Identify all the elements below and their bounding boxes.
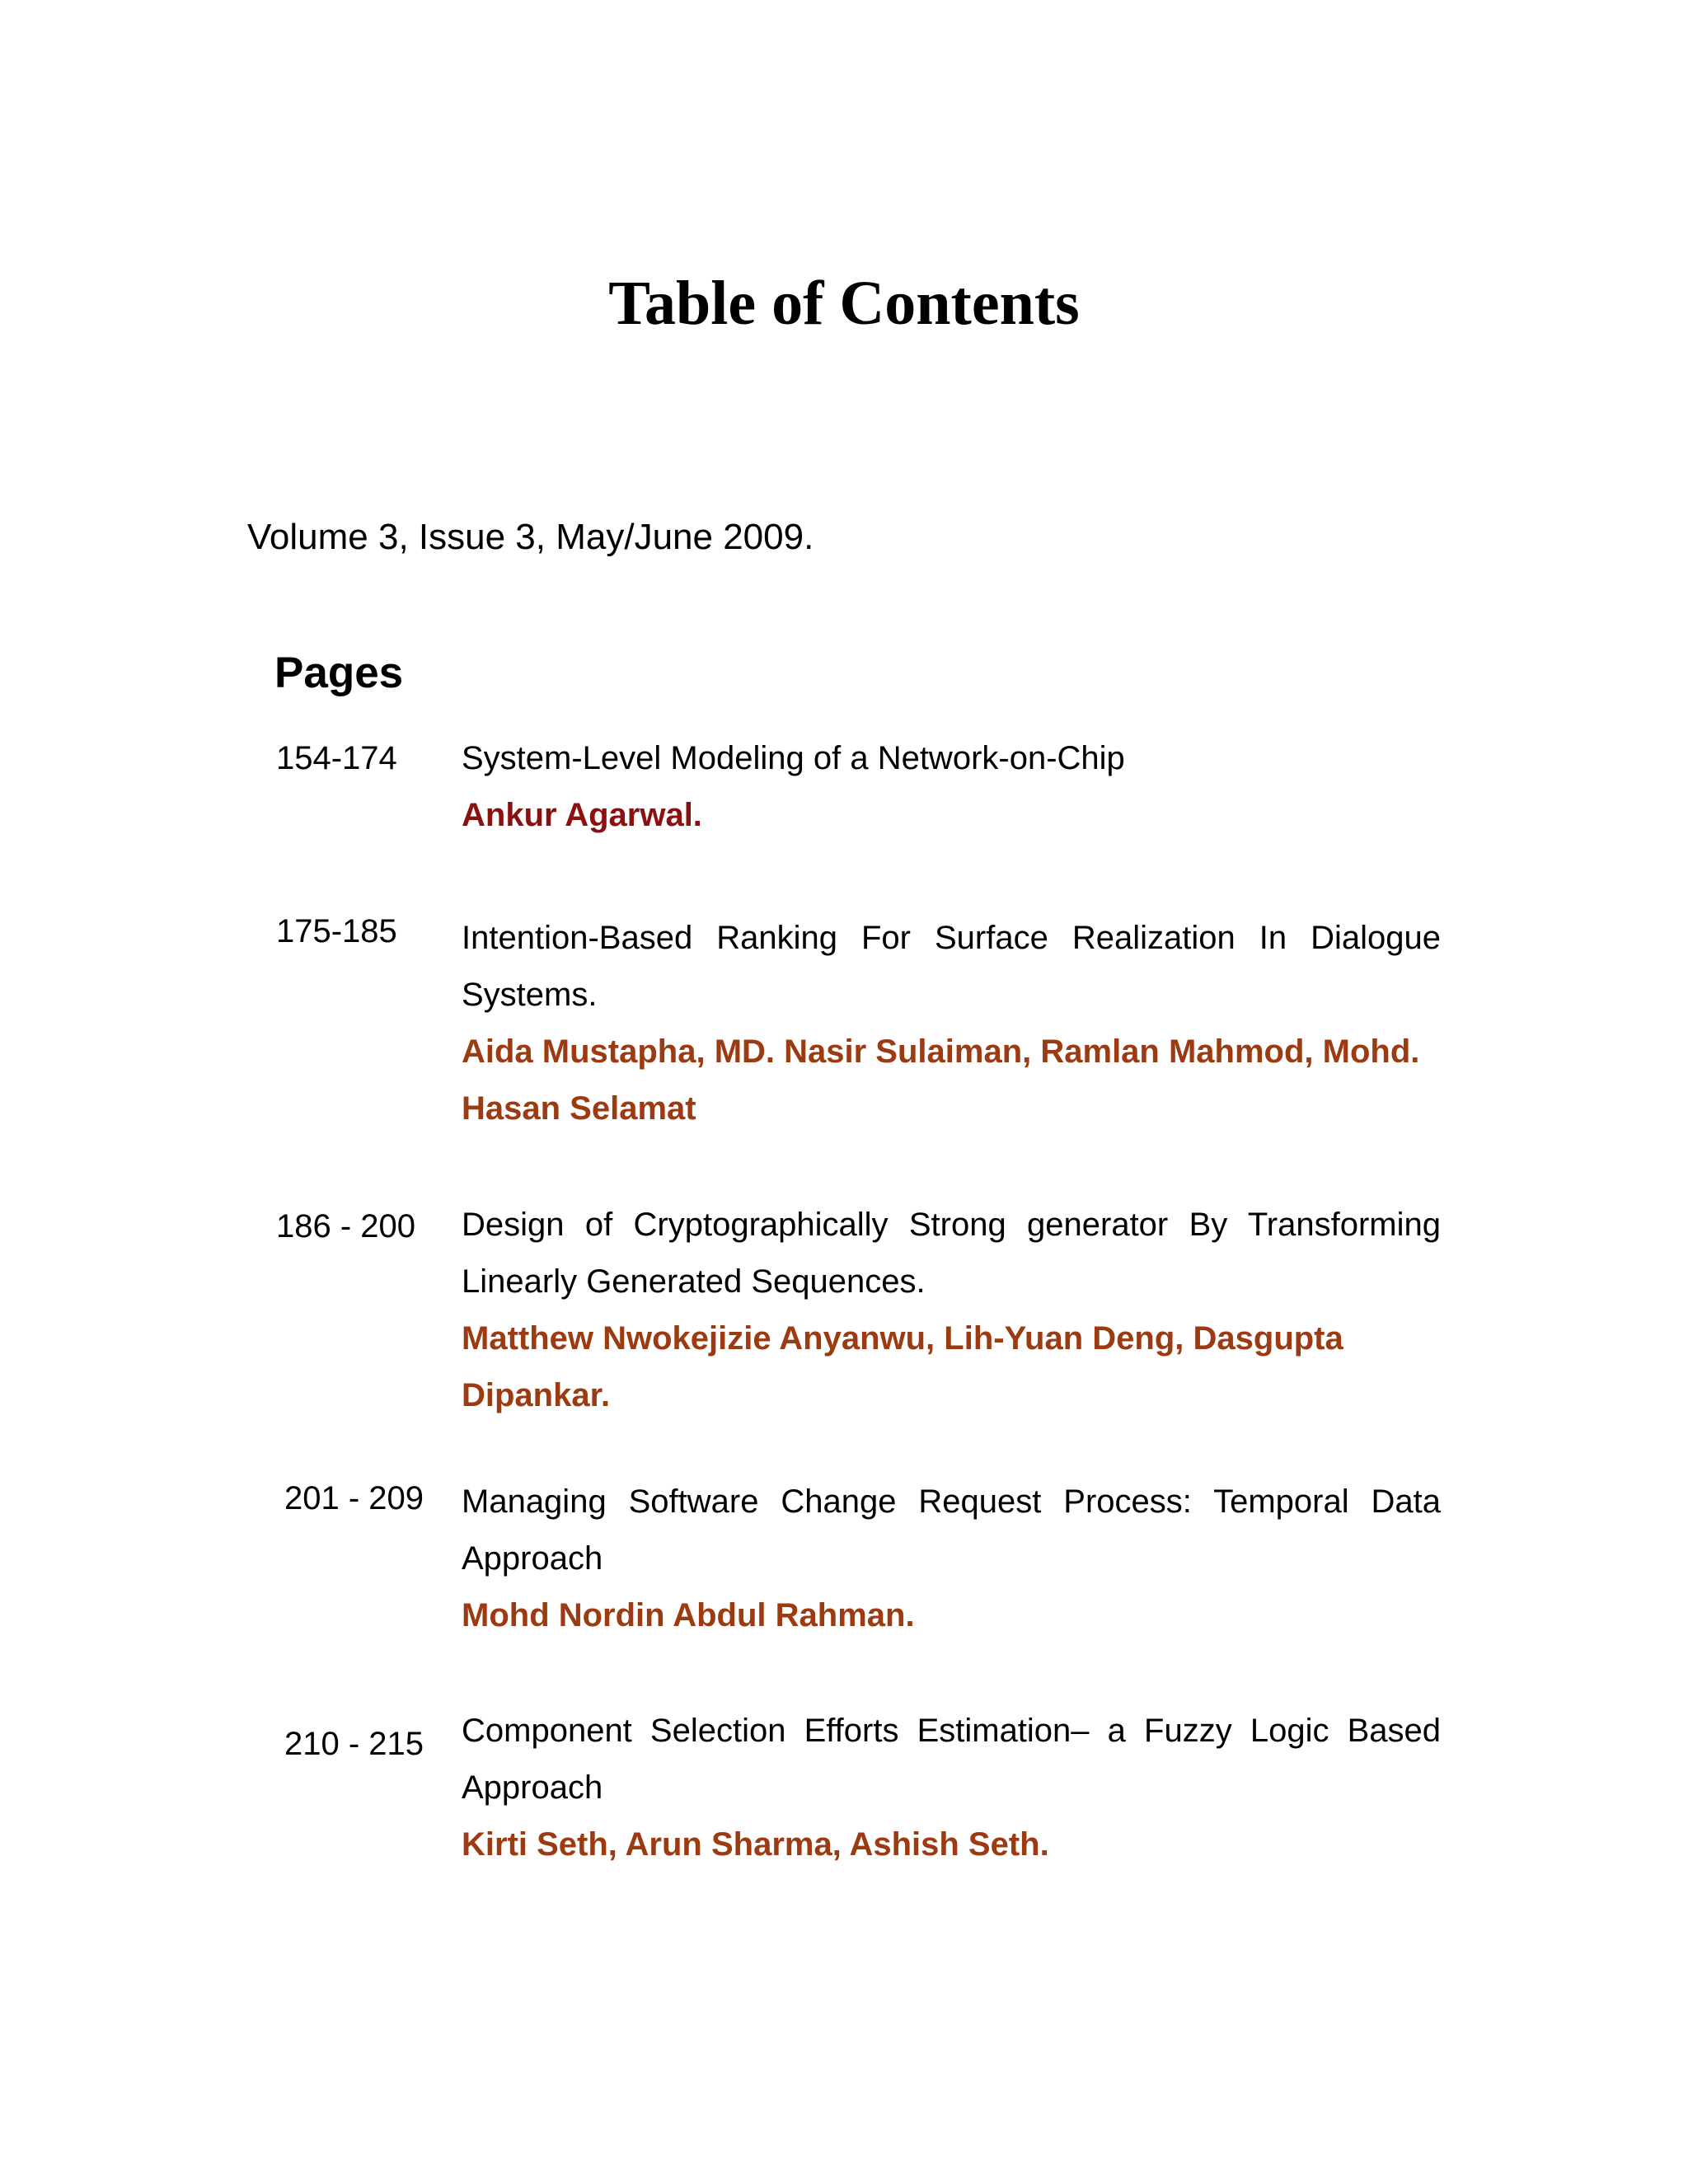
entry-content	[462, 910, 1441, 1137]
page-range: 175-185	[276, 913, 397, 949]
paper-authors: Kirti Seth, Arun Sharma, Ashish Seth.	[462, 1826, 1049, 1863]
volume-issue-line: Volume 3, Issue 3, May/June 2009.	[247, 517, 814, 557]
page-title: Table of Contents	[608, 269, 1080, 338]
entry-content	[462, 1703, 1441, 1873]
paper-title: Design of Cryptographically Strong generator By Transforming Linearly Generated Sequences.	[462, 1207, 1441, 1300]
page-range: 201 - 209	[284, 1480, 424, 1516]
paper-authors: Matthew Nwokejizie Anyanwu, Lih-Yuan Deng, Dasgupta Dipankar.	[462, 1320, 1343, 1413]
paper-title: System-Level Modeling of a Network-on-Chip	[462, 740, 1125, 776]
paper-authors: Ankur Agarwal.	[462, 797, 702, 833]
page-range: 210 - 215	[284, 1726, 424, 1762]
pages-heading: Pages	[274, 649, 404, 697]
page-range: 186 - 200	[276, 1208, 416, 1244]
paper-authors: Aida Mustapha, MD. Nasir Sulaiman, Ramlan Mahmod, Mohd. Hasan Selamat	[462, 1033, 1420, 1127]
entry-content	[462, 1474, 1441, 1644]
paper-title: Intention-Based Ranking For Surface Realization In Dialogue Systems.	[462, 920, 1441, 1013]
entry-content	[462, 1197, 1441, 1424]
paper-title: Managing Software Change Request Process: Temporal Data Approach	[462, 1483, 1441, 1577]
entry-content	[462, 730, 1441, 844]
paper-authors: Mohd Nordin Abdul Rahman.	[462, 1597, 915, 1633]
page-range: 154-174	[276, 740, 397, 776]
paper-title: Component Selection Efforts Estimation– a Fuzzy Logic Based Approach	[462, 1713, 1441, 1806]
